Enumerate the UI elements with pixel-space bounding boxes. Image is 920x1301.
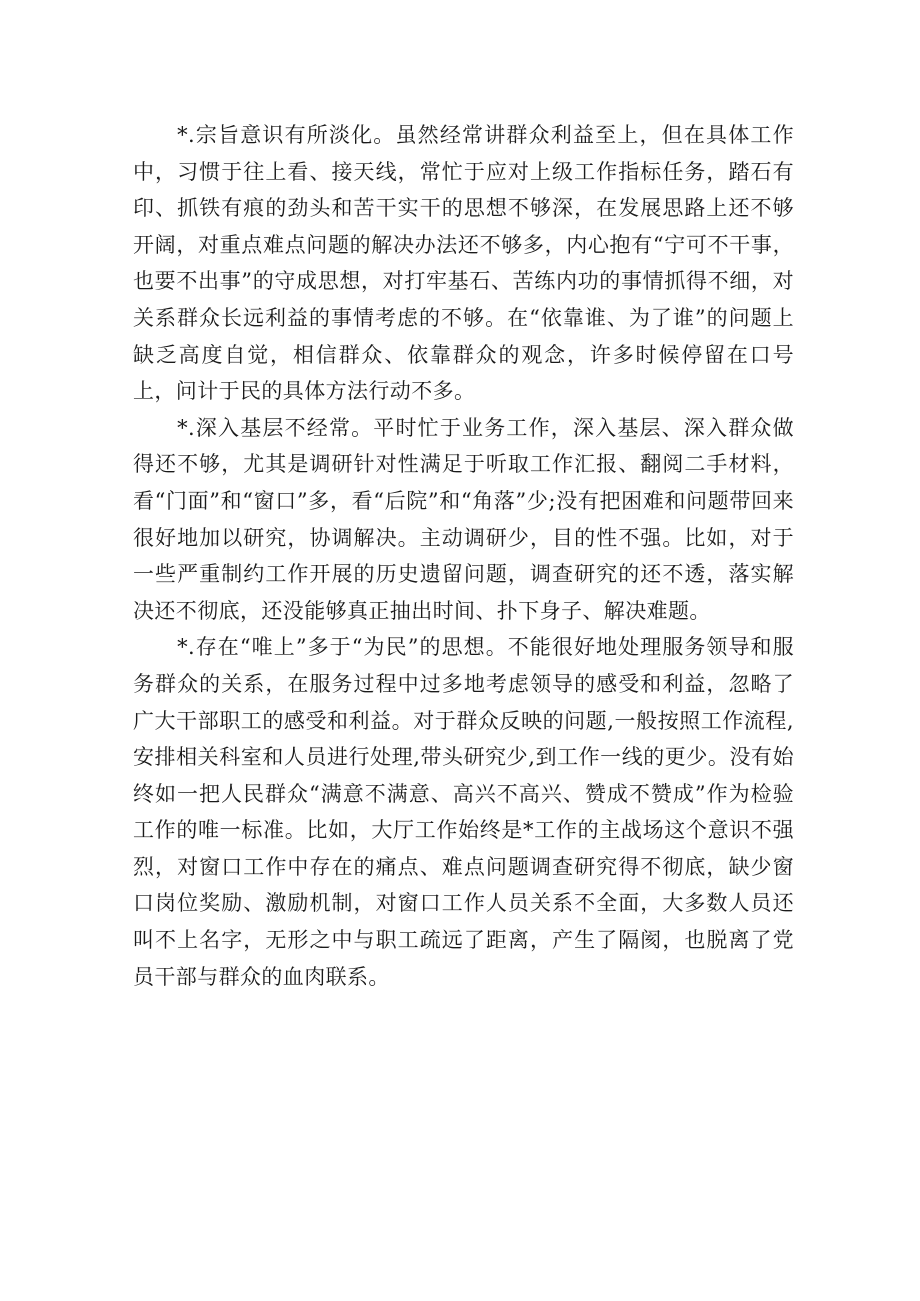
document-body bbox=[133, 117, 794, 995]
paragraph-grassroots-visits: *.深入基层不经常。平时忙于业务工作，深入基层、深入群众做得还不够，尤其是调研针对性满足于听取工作汇报、翻阅二手材料，看“门面”和“窗口”多，看“后院”和“角落”少;没有把困难和问题带回来很好地加以研究，协调解决。主动调研少，目的性不强。比如，对于一些严重制约工作开展的历史遗留问题，调查研究的还不透，落实解决还不彻底，还没能够真正抽出时间、扑下身子、解决难题。 bbox=[133, 415, 794, 623]
paragraph-serving-people: *.存在“唯上”多于“为民”的思想。不能很好地处理服务领导和服务群众的关系，在服务过程中过多地考虑领导的感受和利益，忽略了广大干部职工的感受和利益。对于群众反映的问题,一般按照工作流程,安排相关科室和人员进行处理,带头研究少,到工作一线的更少。没有始终如一把人民群众“满意不满意、高兴不高兴、赞成不赞成”作为检验工作的唯一标准。比如，大厅工作始终是*工作的主战场这个意识不强烈，对窗口工作中存在的痛点、难点问题调查研究得不彻底，缺少窗口岗位奖励、激励机制，对窗口工作人员关系不全面，大多数人员还叫不上名字，无形之中与职工疏远了距离，产生了隔阂，也脱离了党员干部与群众的血肉联系。 bbox=[133, 635, 794, 989]
paragraph-purpose-awareness: *.宗旨意识有所淡化。虽然经常讲群众利益至上，但在具体工作中，习惯于往上看、接天线，常忙于应对上级工作指标任务，踏石有印、抓铁有痕的劲头和苦干实干的思想不够深，在发展思路上还不够开阔，对重点难点问题的解决办法还不够多，内心抱有“宁可不干事，也要不出事”的守成思想，对打牢基石、苦练内功的事情抓得不细，对关系群众长远利益的事情考虑的不够。在“依靠谁、为了谁”的问题上缺乏高度自觉，相信群众、依靠群众的观念，许多时候停留在口号上，问计于民的具体方法行动不多。 bbox=[133, 123, 794, 404]
